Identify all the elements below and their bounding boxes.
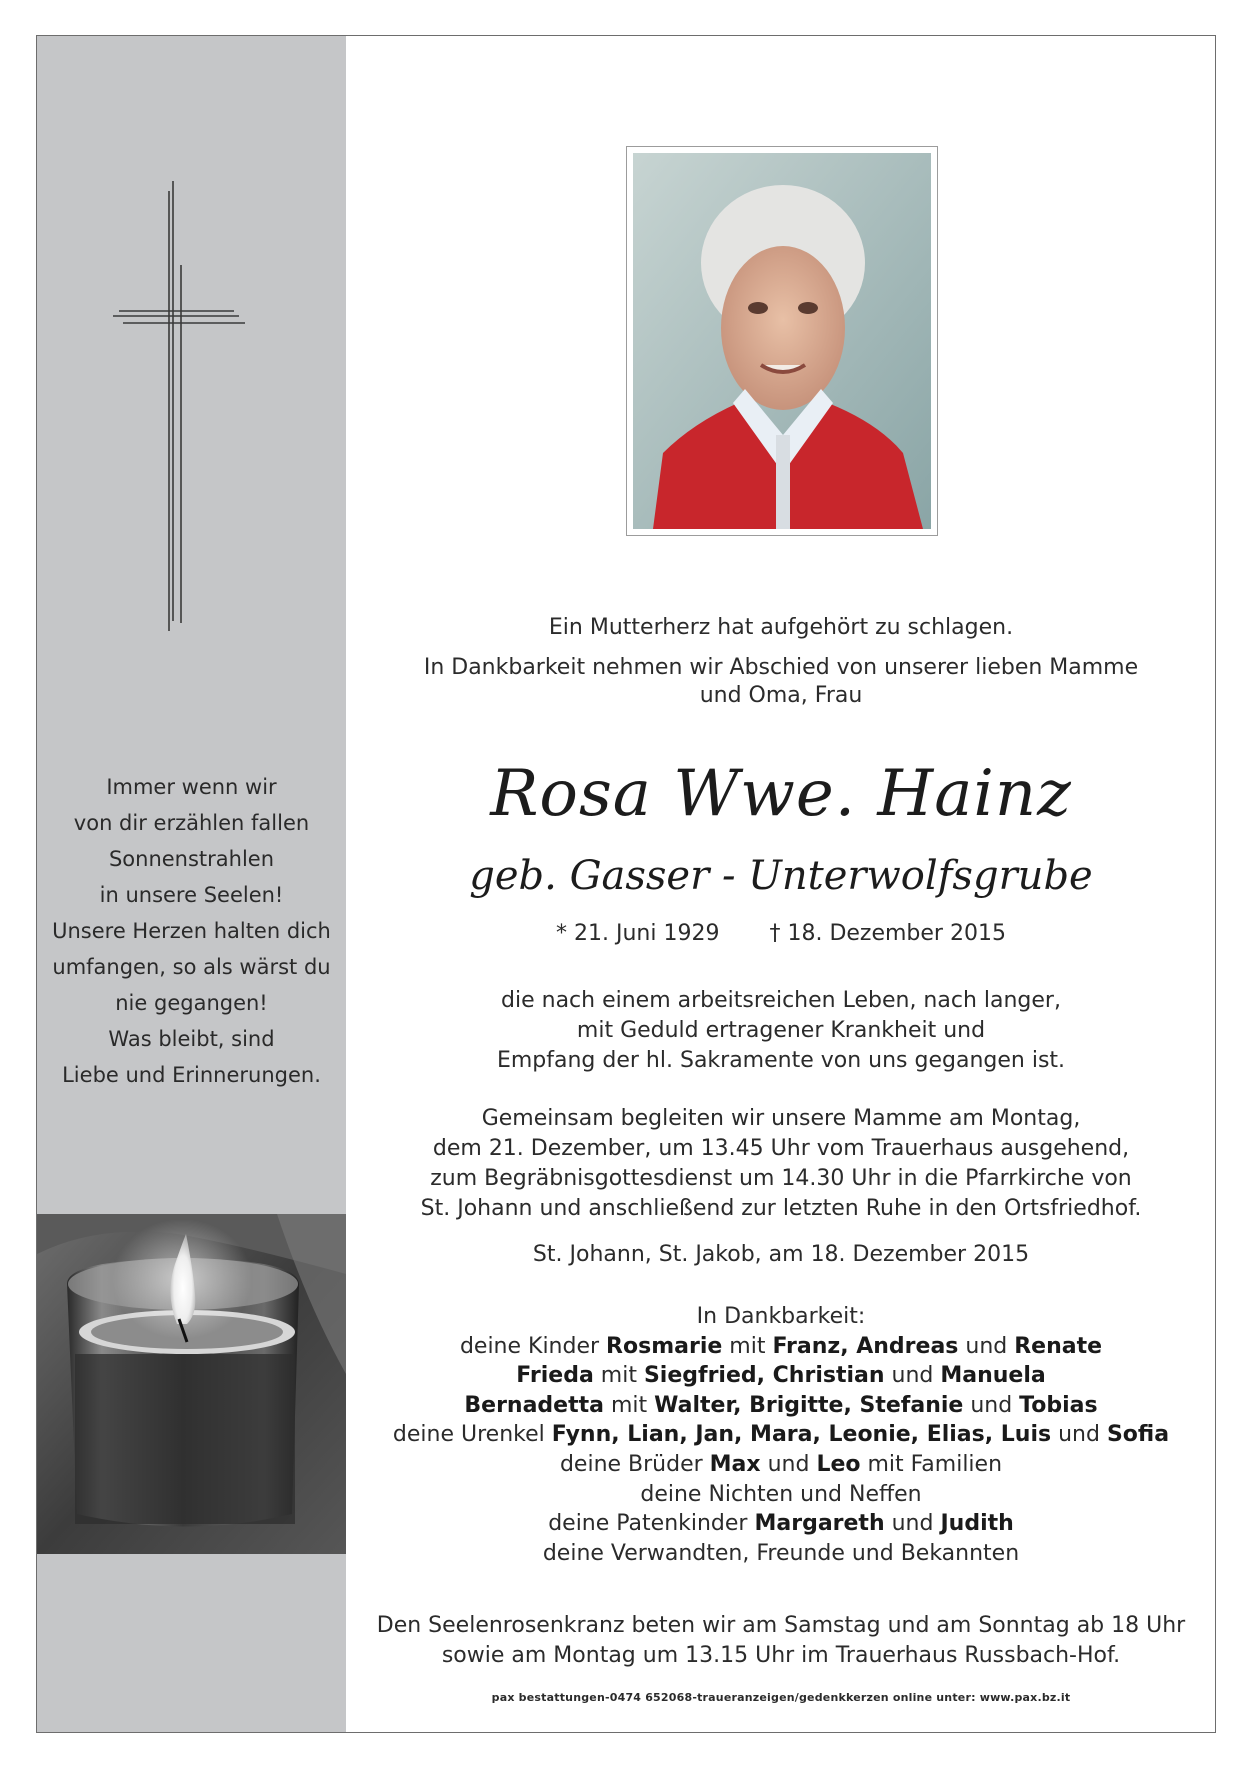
- place-date: St. Johann, St. Jakob, am 18. Dezember 2015: [532, 1242, 1030, 1267]
- main-content: [346, 36, 1216, 1732]
- family-row-text: mit: [593, 1363, 644, 1389]
- family-row: [346, 1480, 1216, 1510]
- family-member-name: Siegfried, Christian: [643, 1363, 885, 1389]
- family-member-name: Leo: [816, 1451, 861, 1477]
- family-heading: In Dankbarkeit:: [696, 1304, 866, 1329]
- family-row: [346, 1361, 1216, 1391]
- poem-line: in unsere Seelen!: [99, 883, 284, 907]
- family-row: [346, 1332, 1216, 1362]
- family-member-name: Fynn, Lian, Jan, Mara, Leonie, Elias, Luis: [551, 1422, 1052, 1448]
- obituary-card: [36, 35, 1216, 1733]
- funeral-text: [346, 1104, 1216, 1224]
- funeral-line: dem 21. Dezember, um 13.45 Uhr vom Trauerhaus ausgehend,: [432, 1136, 1130, 1161]
- family-member-name: Frieda: [516, 1363, 594, 1389]
- family-row-text: und: [884, 1363, 941, 1389]
- family-row: [346, 1450, 1216, 1480]
- deceased-name: Rosa Wwe. Hainz: [490, 757, 1072, 831]
- family-row-text: mit: [603, 1392, 655, 1418]
- family-row: [346, 1509, 1216, 1539]
- sidebar: [37, 36, 346, 1732]
- family-row: [346, 1420, 1216, 1450]
- rosary-text: [346, 1611, 1216, 1671]
- family-member-name: Renate: [1014, 1333, 1103, 1359]
- poem-line: nie gegangen!: [115, 991, 268, 1015]
- family-row-text: und: [884, 1511, 941, 1537]
- candle-photo: [37, 1214, 346, 1554]
- family-member-name: Tobias: [1019, 1392, 1098, 1418]
- poem-line: von dir erzählen fallen: [73, 811, 310, 835]
- family-row-text: deine Verwandten, Freunde und Bekannten: [542, 1540, 1020, 1566]
- intro-text: [346, 608, 1216, 710]
- family-list: [346, 1302, 1216, 1568]
- family-row-text: deine Kinder: [459, 1333, 607, 1359]
- family-row-text: mit Familien: [860, 1451, 1003, 1477]
- family-row: [346, 1391, 1216, 1421]
- intro-line: Ein Mutterherz hat aufgehört zu schlagen.: [548, 615, 1014, 640]
- death-date: † 18. Dezember 2015: [769, 921, 1006, 946]
- family-rows: [346, 1332, 1216, 1569]
- passage-text: [346, 986, 1216, 1076]
- poem-line: Sonnenstrahlen: [108, 847, 275, 871]
- birth-date: * 21. Juni 1929: [556, 921, 720, 946]
- intro-line: und Oma, Frau: [699, 683, 863, 708]
- family-row-text: deine Urenkel: [392, 1422, 552, 1448]
- family-row-text: und: [1051, 1422, 1107, 1448]
- poem-line: Immer wenn wir: [106, 775, 277, 799]
- funeral-line: St. Johann und anschließend zur letzten Ruhe in den Ortsfriedhof.: [420, 1196, 1142, 1221]
- family-member-name: Judith: [940, 1511, 1014, 1537]
- cross-icon: [109, 171, 249, 631]
- family-member-name: Manuela: [940, 1363, 1046, 1389]
- poem: [37, 769, 346, 1093]
- passage-line: Empfang der hl. Sakramente von uns gegangen ist.: [496, 1048, 1066, 1073]
- rosary-line: sowie am Montag um 13.15 Uhr im Trauerhaus Russbach-Hof.: [441, 1643, 1121, 1668]
- funeral-line: Gemeinsam begleiten wir unsere Mamme am Montag,: [481, 1106, 1081, 1131]
- rosary-line: Den Seelenrosenkranz beten wir am Samstag und am Sonntag ab 18 Uhr: [376, 1613, 1186, 1638]
- poem-line: umfangen, so als wärst du: [52, 955, 331, 979]
- life-dates: [346, 921, 1216, 946]
- family-member-name: Sofia: [1106, 1422, 1170, 1448]
- family-row-text: und: [958, 1333, 1015, 1359]
- poem-line: Unsere Herzen halten dich: [52, 919, 331, 943]
- portrait-image: [633, 153, 931, 529]
- deceased-birthname: geb. Gasser - Unterwolfsgrube: [469, 853, 1093, 899]
- family-member-name: Bernadetta: [464, 1392, 604, 1418]
- family-row: [346, 1539, 1216, 1569]
- footer-note: pax bestattungen-0474 652068-traueranzeigen/gedenkkerzen online unter: www.pax.bz.it: [491, 1691, 1071, 1704]
- family-row-text: deine Nichten und Neffen: [640, 1481, 922, 1507]
- family-row-text: deine Patenkinder: [548, 1511, 755, 1537]
- poem-line: Liebe und Erinnerungen.: [62, 1063, 321, 1087]
- family-member-name: Rosmarie: [606, 1333, 723, 1359]
- family-member-name: Walter, Brigitte, Stefanie: [654, 1392, 964, 1418]
- poem-line: Was bleibt, sind: [108, 1027, 275, 1051]
- family-row-text: und: [963, 1392, 1020, 1418]
- family-row-text: und: [760, 1451, 817, 1477]
- family-row-text: deine Brüder: [559, 1451, 710, 1477]
- intro-line: In Dankbarkeit nehmen wir Abschied von unserer lieben Mamme: [423, 655, 1139, 680]
- family-row-text: mit: [722, 1333, 773, 1359]
- family-member-name: Franz, Andreas: [772, 1333, 959, 1359]
- passage-line: die nach einem arbeitsreichen Leben, nach langer,: [501, 988, 1061, 1013]
- family-member-name: Margareth: [754, 1511, 885, 1537]
- passage-line: mit Geduld ertragener Krankheit und: [576, 1018, 986, 1043]
- funeral-line: zum Begräbnisgottesdienst um 14.30 Uhr in die Pfarrkirche von: [430, 1166, 1132, 1191]
- family-member-name: Max: [709, 1451, 761, 1477]
- portrait-photo: [626, 146, 938, 536]
